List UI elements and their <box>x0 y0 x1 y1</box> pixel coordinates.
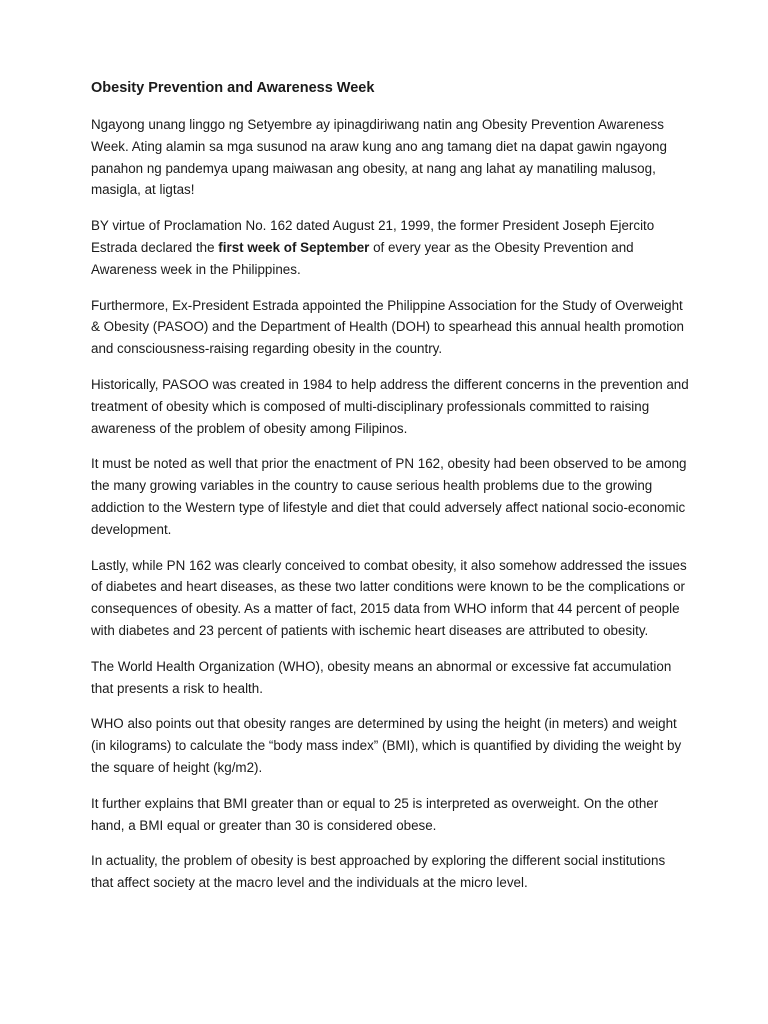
paragraph-pasoo-history: Historically, PASOO was created in 1984 to help address the different concerns in the prevention and treatment of obesity which is composed of multi-disciplinary professionals committed to raising awareness of the problem of obesity among Filipinos. <box>91 376 689 436</box>
paragraph-intro-filipino: Ngayong unang linggo ng Setyembre ay ipinagdiriwang natin ang Obesity Prevention Awareness Week. Ating alamin sa mga susunod na araw kung ano ang tamang diet na dapat gawin ngayong panahon ng pandemya upang maiwasan ang obesity, at nang ang lahat ay manatiling malusog, masigla, at ligtas! <box>91 117 667 198</box>
paragraph-proclamation-text-1: BY virtue of Proclamation No. 162 dated August 21, 1999, the former President Joseph Ejercito Estrada declared the <box>91 218 655 255</box>
paragraph-pasoo-appointment: Furthermore, Ex-President Estrada appointed the Philippine Association for the Study of Overweight & Obesity (PASOO) and the Department of Health (DOH) to spearhead this annual health promotion and consciousness-raising regarding obesity in the country. <box>91 297 684 357</box>
document-title: Obesity Prevention and Awareness Week <box>91 80 375 96</box>
paragraph-proclamation-text-2: of every year as the Obesity Prevention and Awareness week in the Philippines. <box>91 239 634 277</box>
paragraph-who-definition: The World Health Organization (WHO), obesity means an abnormal or excessive fat accumulation that presents a risk to health. <box>91 658 672 696</box>
paragraph-conclusion: In actuality, the problem of obesity is best approached by exploring the different social institutions that affect society at the macro level and the individuals at the micro level. <box>91 853 666 891</box>
document-page <box>91 78 691 908</box>
paragraph-diabetes-heart: Lastly, while PN 162 was clearly conceived to combat obesity, it also somehow addressed the issues of diabetes and heart diseases, as these two latter conditions were known to be the complications or consequences of obesity. As a matter of fact, 2015 data from WHO inform that 44 percent of people with diabetes and 23 percent of patients with ischemic heart diseases are attributed to obesity. <box>91 557 687 638</box>
paragraph-enactment-context: It must be noted as well that prior the enactment of PN 162, obesity had been observed to be among the many growing variables in the country to cause serious health problems due to the growing addiction to the Western type of lifestyle and diet that could adversely affect national socio-economic development. <box>91 456 687 537</box>
paragraph-bmi-calculation: WHO also points out that obesity ranges are determined by using the height (in meters) and weight (in kilograms) to calculate the “body mass index” (BMI), which is quantified by dividing the weight by the square of height (kg/m2). <box>91 716 682 775</box>
paragraph-bmi-thresholds: It further explains that BMI greater than or equal to 25 is interpreted as overweight. On the other hand, a BMI equal or greater than 30 is considered obese. <box>91 795 659 833</box>
paragraph-proclamation-bold: first week of September <box>218 239 370 255</box>
paragraph-proclamation <box>91 215 691 280</box>
